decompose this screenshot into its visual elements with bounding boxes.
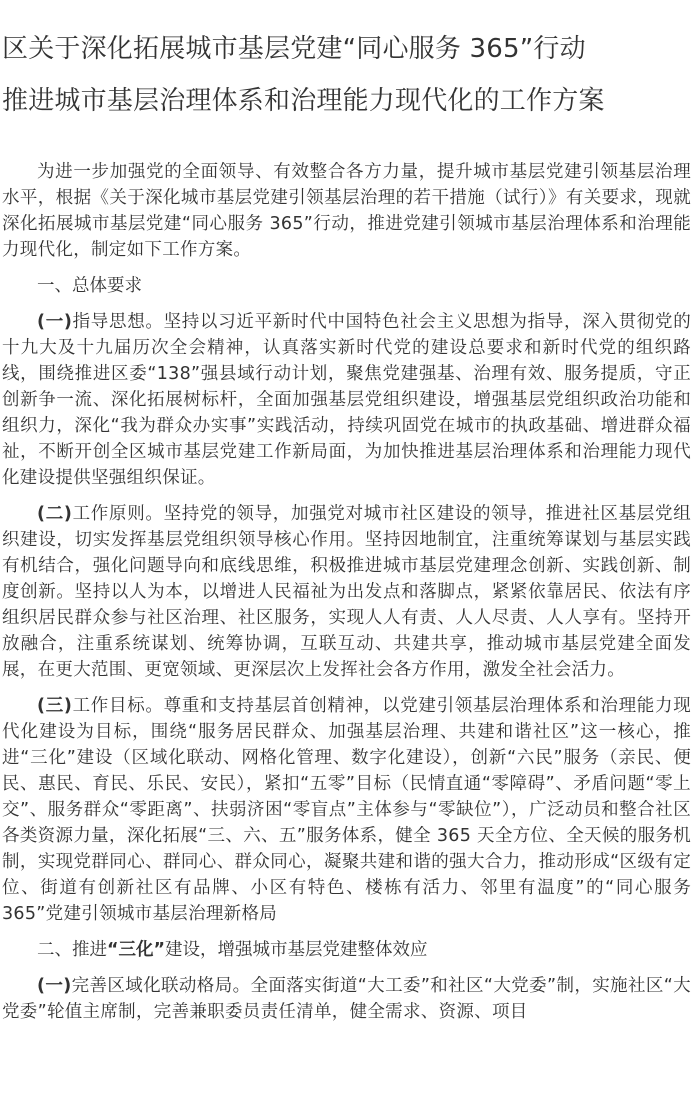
document-title [2,0,691,118]
item-number: (二) [37,504,73,524]
paragraph-text: 工作目标。尊重和支持基层首创精神，以党建引领基层治理体系和治理能力现代化建设为目标，围绕“服务居民群众、加强基层治理、共建和谐社区”这一核心，推进“三化”建设（区域化联动、网格化管理、数字化建设），创新“六民”服务（亲民、便民、惠民、育民、乐民、安民），紧扣“五零”目标（民情直通“零障碍”、矛盾问题“零上交”、服务群众“零距离”、扶弱济困“零盲点”主体参与“零缺位”），广泛动员和整合社区各类资源力量，深化拓展“三、六、五”服务体系，健全 365 天全方位、全天候的服务机制，实现党群同心、群同心、群众同心，凝聚共建和谐的强大合力，推动形成“区级有定位、街道有创新社区有品牌、小区有特色、楼栋有活力、邻里有温度”的“同心服务 365”党建引领城市基层治理新格局 [2,696,691,924]
item-number: (一) [37,976,72,996]
document-body [2,159,691,1025]
item-number: (一) [37,312,73,332]
intro-paragraph: 为进一步加强党的全面领导、有效整合各方力量，提升城市基层党建引领基层治理水平，根据《关于深化城市基层党建引领基层治理的若干措施（试行）》有关要求，现就深化拓展城市基层党建“同心服务 365”行动，推进党建引领城市基层治理体系和治理能力现代化，制定如下工作方案。 [2,162,691,260]
heading-emphasis: “三化” [107,940,166,960]
heading-suffix: 建设，增强城市基层党建整体效应 [165,940,428,960]
section-1-heading: 一、总体要求 [37,276,142,296]
paragraph-text: 工作原则。坚持党的领导，加强党对城市社区建设的领导，推进社区基层党组织建设，切实发挥基层党组织领导核心作用。坚持因地制宜，注重统筹谋划与基层实践有机结合，强化问题导向和底线思维，积极推进城市基层党建理念创新、实践创新、制度创新。坚持以人为本，以增进人民福祉为出发点和落脚点，紧紧依靠居民、依法有序组织居民群众参与社区治理、社区服务，实现人人有责、人人尽责、人人享有。坚持开放融合，注重系统谋划、统筹协调，互联互动、共建共享，推动城市基层党建全面发展，在更大范围、更宽领域、更深层次上发挥社会各方作用，激发全社会活力。 [2,504,691,680]
work-principles-paragraph [2,501,691,683]
paragraph-text: 指导思想。坚持以习近平新时代中国特色社会主义思想为指导，深入贯彻党的十九大及十九届历次全会精神，认真落实新时代党的建设总要求和新时代党的组织路线，围绕推进区委“138”强县域行动计划，聚焦党建强基、治理有效、服务提质，守正创新争一流、深化拓展树标杆，全面加强基层党组织建设，增强基层党组织政治功能和组织力，深化“我为群众办实事”实践活动，持续巩固党在城市的执政基础、增进群众福祉，不断开创全区城市基层党建工作新局面，为加快推进基层治理体系和治理能力现代化建设提供坚强组织保证。 [2,312,691,488]
guiding-thought-paragraph [2,309,691,491]
heading-prefix: 二、推进 [37,940,107,960]
item-number: (三) [37,696,73,716]
title-line-1: 区关于深化拓展城市基层党建“同心服务 365”行动 [2,34,586,64]
regional-linkage-paragraph [2,973,691,1025]
title-line-2: 推进城市基层治理体系和治理能力现代化的工作方案 [2,86,605,116]
paragraph-text: 完善区域化联动格局。全面落实街道“大工委”和社区“大党委”制，实施社区“大党委”轮值主席制，完善兼职委员责任清单，健全需求、资源、项目 [2,976,691,1022]
work-goals-paragraph [2,693,691,927]
section-2-heading [2,937,691,963]
